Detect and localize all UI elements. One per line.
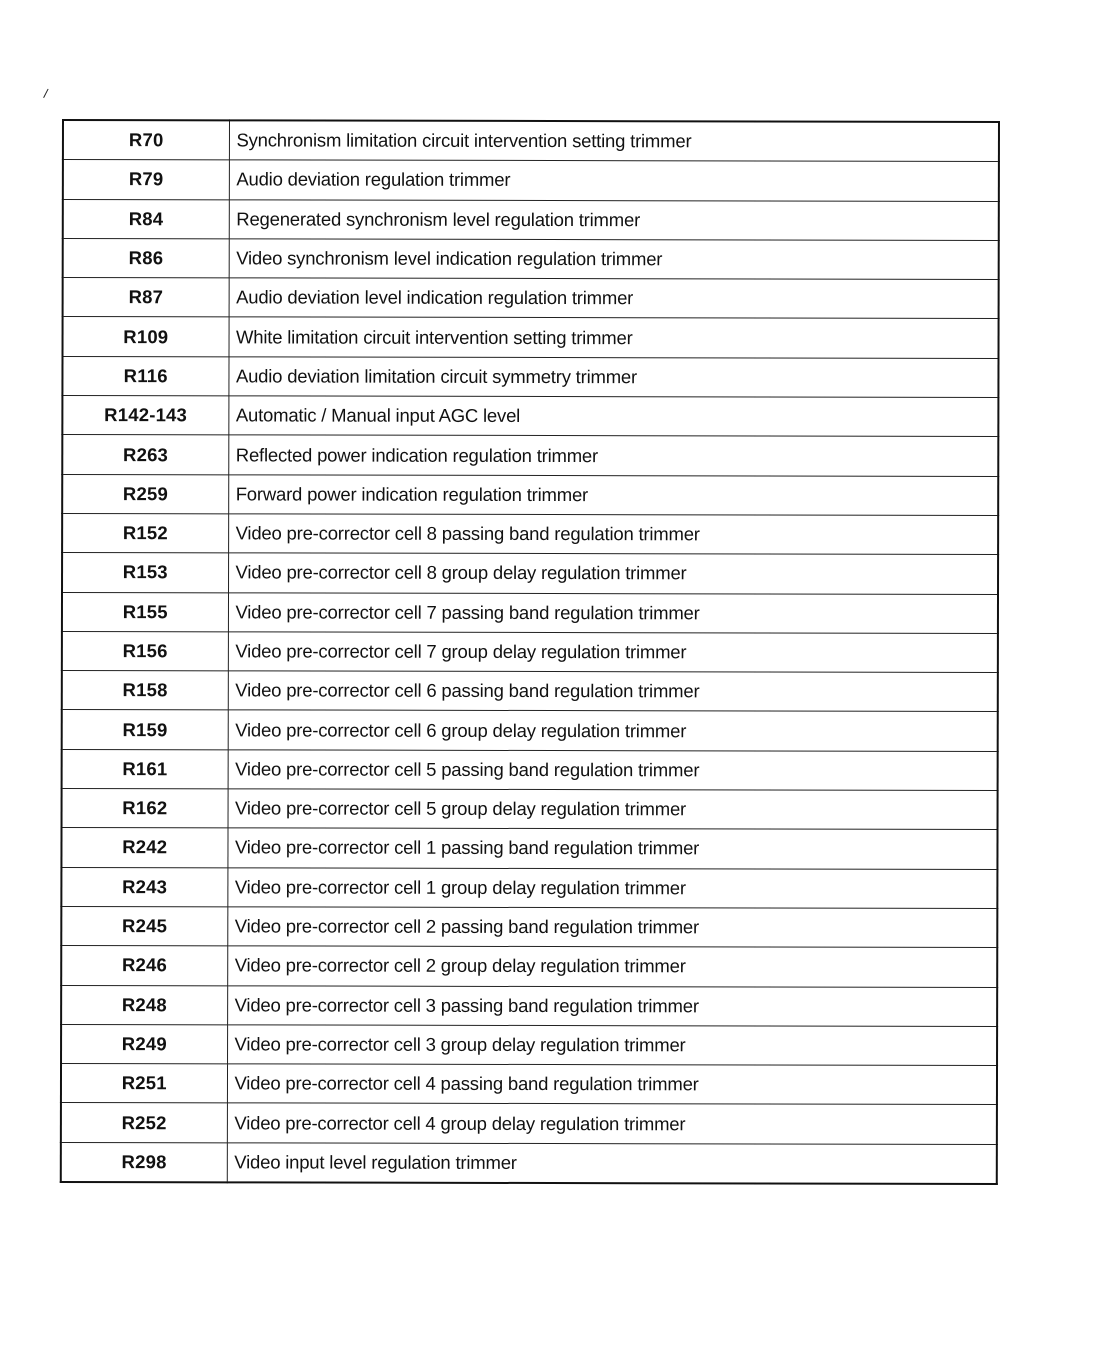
trimmer-ref: R109 [63,317,229,357]
trimmer-ref: R263 [62,435,228,475]
trimmer-description: Video synchronism level indication regulation trimmer [229,239,999,280]
trimmer-description: Video pre-corrector cell 6 passing band regulation trimmer [228,671,998,712]
trimmer-description: Video pre-corrector cell 2 group delay regulation trimmer [227,946,997,987]
trimmer-description: Audio deviation level indication regulation trimmer [229,278,999,319]
table-row [62,671,998,712]
table-row [62,710,998,751]
trimmer-description: Video pre-corrector cell 8 group delay regulation trimmer [228,553,998,594]
trimmer-ref: R161 [62,749,228,789]
trimmer-ref: R249 [61,1024,227,1064]
trimmer-ref: R162 [62,789,228,829]
trimmer-description: Video input level regulation trimmer [227,1143,997,1184]
trimmer-description: Video pre-corrector cell 7 passing band regulation trimmer [228,592,998,633]
trimmer-ref: R156 [62,631,228,671]
trimmer-ref: R70 [63,120,229,160]
trimmer-ref: R245 [61,906,227,946]
table-row [62,592,998,633]
trimmer-description: Video pre-corrector cell 5 group delay regulation trimmer [228,789,998,830]
trimmer-ref: R116 [62,356,228,396]
table-row [63,317,999,358]
trimmer-ref: R155 [62,592,228,632]
table-row [63,199,999,240]
trimmer-description: Video pre-corrector cell 7 group delay regulation trimmer [228,632,998,673]
trimmer-description: Video pre-corrector cell 1 passing band regulation trimmer [227,828,997,869]
trimmer-ref: R142-143 [62,396,228,436]
trimmer-ref: R252 [61,1103,227,1143]
trimmer-description: Video pre-corrector cell 6 group delay regulation trimmer [228,710,998,751]
trimmer-ref: R158 [62,671,228,711]
trimmer-description: Synchronism limitation circuit intervention setting trimmer [229,120,999,161]
trimmer-description: Video pre-corrector cell 2 passing band regulation trimmer [227,907,997,948]
trimmer-description: Video pre-corrector cell 1 group delay regulation trimmer [227,867,997,908]
table-row [63,120,999,162]
trimmer-ref: R86 [63,238,229,278]
trimmer-description: Forward power indication regulation trimmer [228,475,998,516]
table-row [62,789,998,830]
trimmer-description: Video pre-corrector cell 4 group delay regulation trimmer [227,1103,997,1144]
table-row [61,828,997,869]
table-row [62,749,998,790]
table-row [62,356,998,397]
table-row [61,906,997,947]
table-row [61,867,997,908]
trimmer-ref: R87 [63,278,229,318]
table-row [62,513,998,554]
trimmer-table [60,119,1000,1185]
trimmer-ref: R246 [61,946,227,986]
trimmer-ref: R152 [62,513,228,553]
table-row [62,553,998,594]
trimmer-ref: R243 [61,867,227,907]
table-row [61,1024,997,1065]
trimmer-description: Audio deviation limitation circuit symmetry trimmer [228,357,998,398]
trimmer-description: Video pre-corrector cell 3 group delay regulation trimmer [227,1025,997,1066]
table-row [61,1064,997,1105]
table-row [63,278,999,319]
trimmer-description: Audio deviation regulation trimmer [229,160,999,201]
trimmer-ref: R159 [62,710,228,750]
table-row [61,1103,997,1144]
trimmer-description: Video pre-corrector cell 5 passing band regulation trimmer [228,750,998,791]
trimmer-ref: R153 [62,553,228,593]
table-row [62,474,998,515]
trimmer-ref: R79 [63,160,229,200]
trimmer-ref: R248 [61,985,227,1025]
trimmer-description: Reflected power indication regulation trimmer [228,435,998,476]
trimmer-description: Video pre-corrector cell 4 passing band regulation trimmer [227,1064,997,1105]
trimmer-description: Automatic / Manual input AGC level [228,396,998,437]
table-row [61,985,997,1026]
trimmer-description: Video pre-corrector cell 3 passing band regulation trimmer [227,985,997,1026]
trimmer-description: White limitation circuit intervention setting trimmer [229,317,999,358]
trimmer-ref: R259 [62,474,228,514]
stray-mark: / [42,85,50,102]
table-row [62,435,998,476]
table-row [61,946,997,987]
trimmer-ref: R84 [63,199,229,239]
trimmer-description: Regenerated synchronism level regulation trimmer [229,199,999,240]
table-row [62,631,998,672]
trimmer-ref: R298 [61,1142,227,1182]
trimmer-ref: R251 [61,1064,227,1104]
table-row [61,1142,997,1184]
trimmer-description: Video pre-corrector cell 8 passing band regulation trimmer [228,514,998,555]
table-row [62,396,998,437]
table-row [63,238,999,279]
table-row [63,160,999,201]
trimmer-ref: R242 [61,828,227,868]
